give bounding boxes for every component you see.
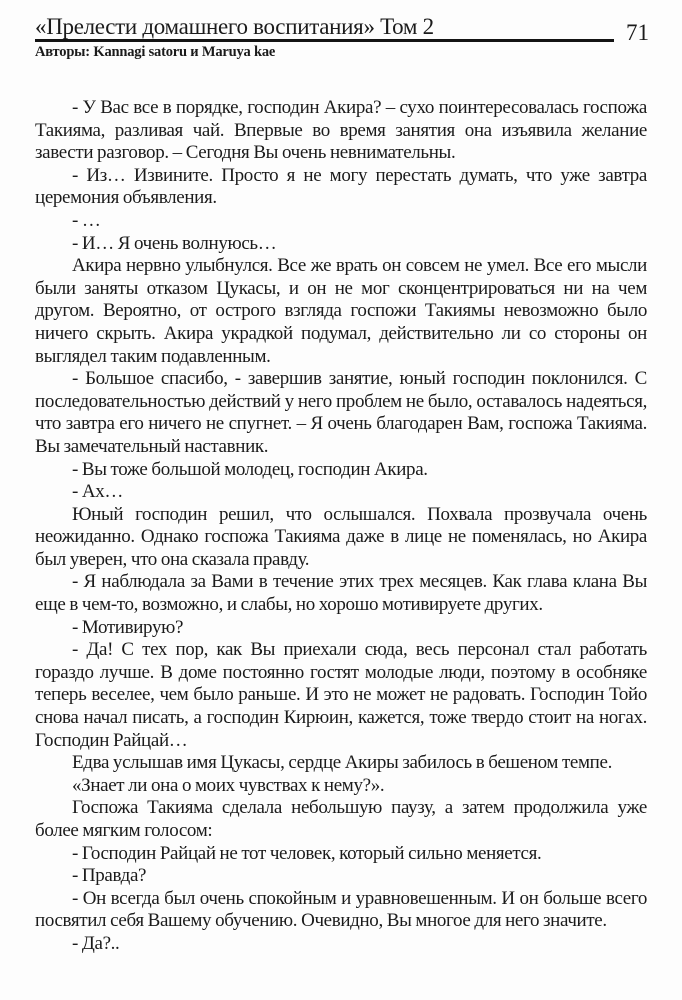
page-number: 71 bbox=[626, 20, 649, 45]
paragraph: - Мотивирую? bbox=[72, 616, 184, 638]
header-title-rule bbox=[35, 14, 614, 42]
book-title: «Прелести домашнего воспитания» Том 2 bbox=[35, 14, 434, 39]
paragraph: - Большое спасибо, - завершив занятие, юный господин поклонился. С последовательностью действий у него проблем не было, оставалось надеяться, что завтра его ничего не спугнет. – Я очень благодарен Вам, госпожа Такияма. Вы замечательный наставник. bbox=[35, 368, 647, 457]
text-body bbox=[0, 61, 682, 956]
paragraph: - И… Я очень волнуюсь… bbox=[72, 232, 277, 254]
paragraph: «Знает ли она о моих чувствах к нему?». bbox=[72, 774, 385, 796]
authors-line: Авторы: Kannagi satoru и Maruya kae bbox=[35, 44, 276, 60]
paragraph: - Из… Извините. Просто я не могу перестать думать, что уже завтра церемония объявления. bbox=[35, 164, 647, 209]
paragraph: - Правда? bbox=[72, 865, 147, 887]
paragraph: - Ах… bbox=[72, 481, 124, 503]
paragraph: - Я наблюдала за Вами в течение этих трех месяцев. Как глава клана Вы еще в чем-то, возможно, и слабы, но хорошо мотивируете других. bbox=[35, 571, 647, 616]
paragraph: - Он всегда был очень спокойным и уравновешенным. И он больше всего посвятил себя Вашему обучению. Очевидно, Вы многое для него значите. bbox=[35, 887, 647, 932]
paragraph: - Вы тоже большой молодец, господин Акира. bbox=[72, 458, 428, 480]
paragraph: Юный господин решил, что ослышался. Похвала прозвучала очень неожиданно. Однако госпожа Такияма даже в лице не поменялась, но Акира был уверен, что она сказала правду. bbox=[35, 503, 647, 570]
paragraph: - Да! С тех пор, как Вы приехали сюда, весь персонал стал работать гораздо лучше. В доме постоянно гостят молодые люди, поэтому в особняке теперь веселее, чем было раньше. И это не может не радовать. Господин Тойо снова начал писать, а господин Кирюин, кажется, тоже твердо стоит на ногах. Господин Райцай… bbox=[35, 639, 647, 751]
paragraph: - Да?.. bbox=[72, 932, 120, 954]
paragraph: Едва услышав имя Цукасы, сердце Акиры забилось в бешеном темпе. bbox=[72, 752, 612, 774]
paragraph: - Господин Райцай не тот человек, который сильно меняется. bbox=[72, 842, 542, 864]
page-header bbox=[0, 0, 682, 61]
paragraph: - … bbox=[72, 209, 101, 231]
paragraph: - У Вас все в порядке, господин Акира? – сухо поинтересовалась госпожа Такияма, разливая чай. Впервые во время занятия она изъявила желание завести разговор. – Сегодня Вы очень невнимательны. bbox=[35, 97, 647, 164]
paragraph: Госпожа Такияма сделала небольшую паузу, а затем продолжила уже более мягким голосом: bbox=[35, 797, 647, 841]
paragraph: Акира нервно улыбнулся. Все же врать он совсем не умел. Все его мысли были заняты отказом Цукасы, и он не мог сконцентрироваться ни на чем другом. Вероятно, от острого взгляда госпожи Такиямы невозможно было ничего скрыть. Акира украдкой подумал, действительно ли со стороны он выглядел таким подавленным. bbox=[35, 255, 647, 367]
